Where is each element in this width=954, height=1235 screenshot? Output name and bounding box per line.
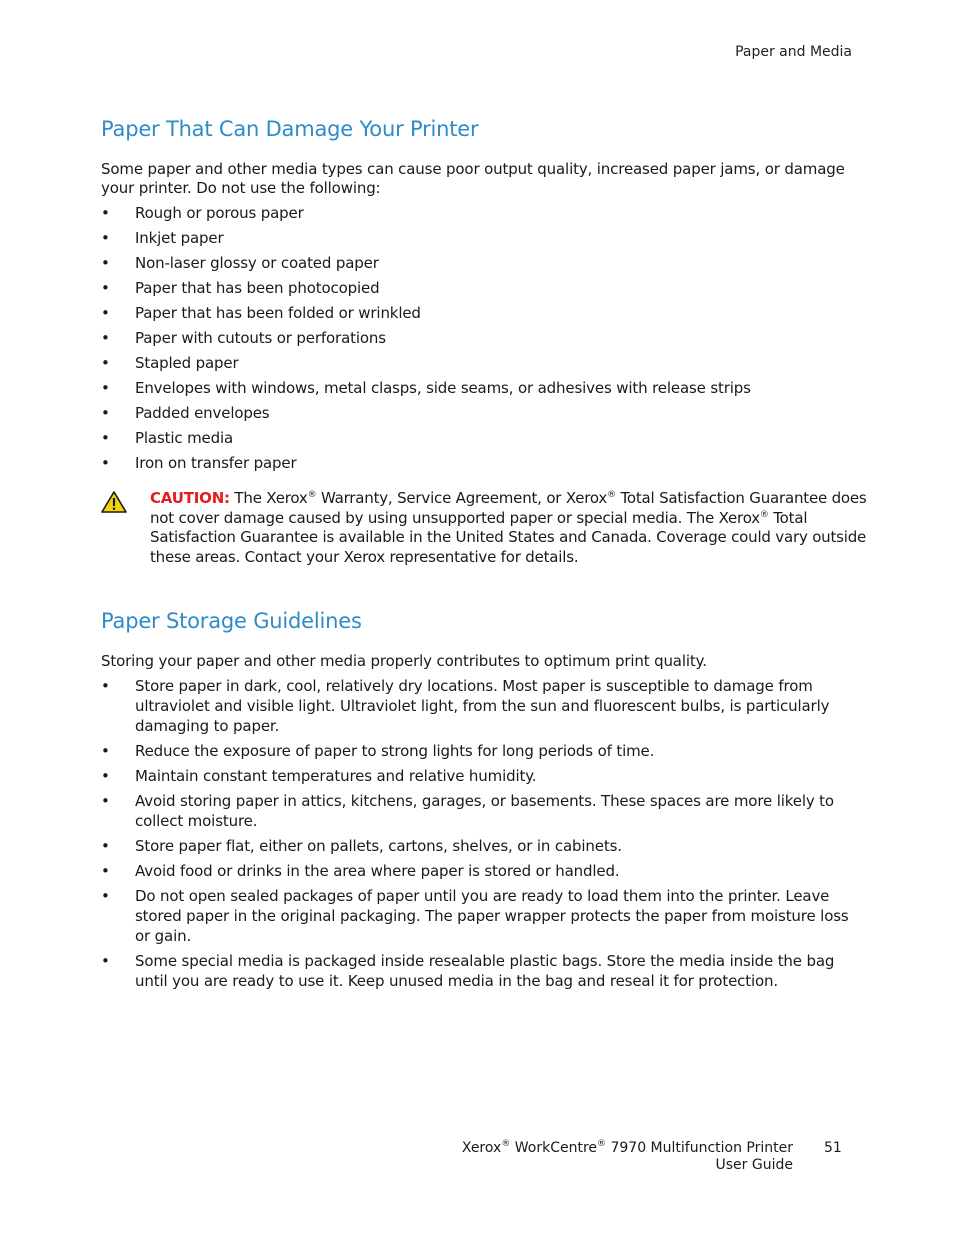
- list-item: • Inkjet paper: [101, 226, 861, 251]
- storage-list: [101, 676, 861, 996]
- caution-label: CAUTION:: [150, 489, 230, 507]
- list-item: • Rough or porous paper: [101, 201, 861, 226]
- registered-mark: ®: [307, 490, 317, 500]
- damage-list: [101, 201, 861, 476]
- section-heading-damage: Paper That Can Damage Your Printer: [101, 117, 479, 141]
- list-item: • Avoid food or drinks in the area where paper is stored or handled.: [101, 861, 861, 881]
- list-item: • Paper that has been folded or wrinkled: [101, 301, 861, 326]
- caution-text-part: Warranty, Service Agreement, or Xerox: [316, 489, 608, 507]
- registered-mark: ®: [759, 509, 769, 520]
- caution-text-part: Total Satisfaction Guarantee does not cover damage caused by using unsupported paper or special media. The Xerox: [150, 489, 867, 527]
- list-item: • Padded envelopes: [101, 401, 861, 426]
- list-item: • Stapled paper: [101, 351, 861, 376]
- list-item: • Some special media is packaged inside resealable plastic bags. Store the media inside the bag until you are ready to use it. Keep unused media in the bag and reseal it for protection.: [101, 951, 861, 991]
- caution-text-part: The Xerox: [229, 489, 308, 507]
- running-header: Paper and Media: [735, 44, 852, 60]
- list-item: • Iron on transfer paper: [101, 451, 861, 476]
- registered-mark: ®: [607, 490, 616, 500]
- caution-text: [150, 489, 890, 567]
- footer-product-line: [420, 1140, 793, 1157]
- footer-brand: Xerox: [461, 1140, 502, 1156]
- footer-model: 7970 Multifunction Printer: [606, 1140, 793, 1156]
- warning-triangle-icon: [100, 490, 128, 514]
- list-item: • Paper that has been photocopied: [101, 276, 861, 301]
- page-number: 51: [824, 1140, 842, 1156]
- list-item: • Envelopes with windows, metal clasps, side seams, or adhesives with release strips: [101, 376, 861, 401]
- list-item: • Store paper in dark, cool, relatively dry locations. Most paper is susceptible to damage from ultraviolet and visible light. Ultraviolet light, from the sun and fluorescent bulbs, is particularly damaging to paper.: [101, 676, 861, 736]
- caution-text-part: Total Satisfaction Guarantee is available in the United States and Canada. Coverage could vary outside these areas. Contact your Xerox representative for details.: [150, 508, 867, 566]
- list-item: • Store paper flat, either on pallets, cartons, shelves, or in cabinets.: [101, 836, 861, 856]
- list-item: • Plastic media: [101, 426, 861, 451]
- caution-note: [100, 489, 890, 567]
- registered-mark: ®: [597, 1139, 607, 1149]
- section-intro-damage: Some paper and other media types can cause poor output quality, increased paper jams, or damage your printer. Do not use the following:: [101, 160, 845, 197]
- footer-doc-type: User Guide: [715, 1157, 793, 1173]
- list-item: • Paper with cutouts or perforations: [101, 326, 861, 351]
- list-item: • Maintain constant temperatures and relative humidity.: [101, 766, 861, 786]
- page-footer: [420, 1140, 793, 1174]
- registered-mark: ®: [501, 1139, 511, 1149]
- section-heading-storage: Paper Storage Guidelines: [101, 609, 362, 633]
- list-item: • Do not open sealed packages of paper until you are ready to load them into the printer. Leave stored paper in the original packaging. The paper wrapper protects the paper from moisture loss or gain.: [101, 886, 861, 946]
- list-item: • Non-laser glossy or coated paper: [101, 251, 861, 276]
- footer-product: WorkCentre: [510, 1140, 598, 1156]
- section-intro-storage: Storing your paper and other media properly contributes to optimum print quality.: [101, 652, 707, 670]
- list-item: • Avoid storing paper in attics, kitchens, garages, or basements. These spaces are more likely to collect moisture.: [101, 791, 861, 831]
- list-item: • Reduce the exposure of paper to strong lights for long periods of time.: [101, 741, 861, 761]
